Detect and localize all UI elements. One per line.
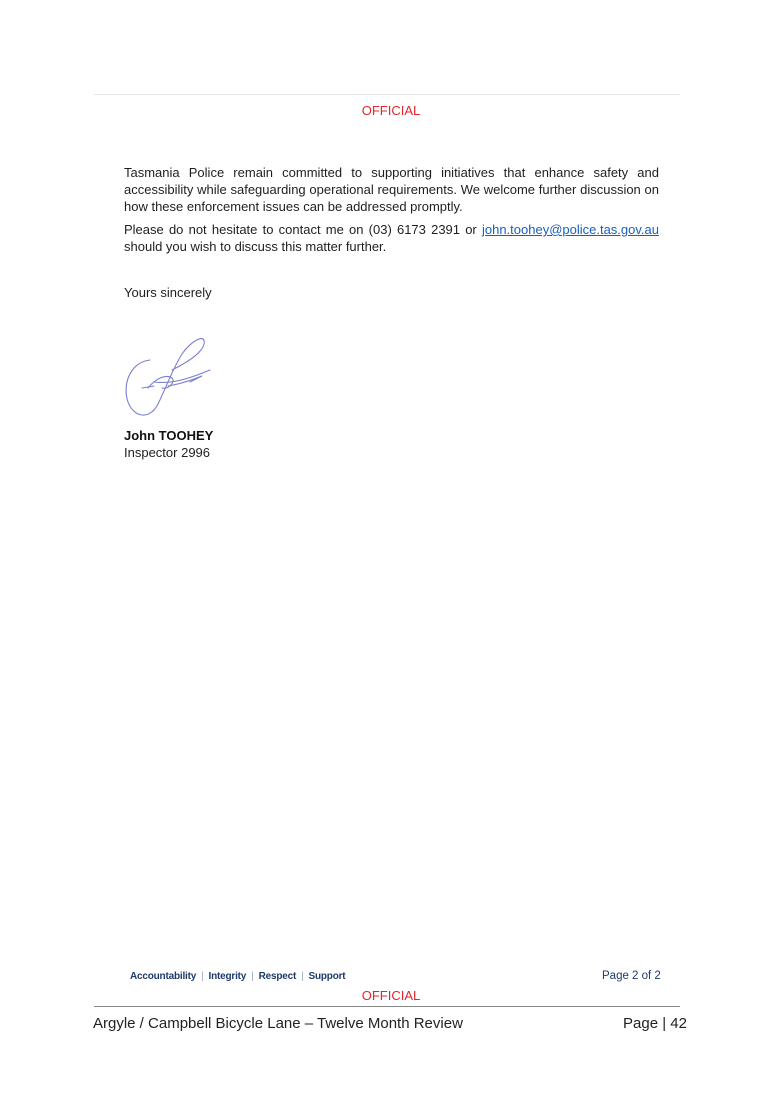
value-accountability: Accountability	[130, 971, 197, 982]
signatory-name: John TOOHEY	[124, 428, 214, 443]
document-footer-title: Argyle / Campbell Bicycle Lane – Twelve Month Review	[93, 1015, 463, 1032]
classification-footer: OFFICIAL	[361, 988, 421, 1003]
classification-header: OFFICIAL	[361, 103, 421, 118]
value-support: Support	[308, 971, 346, 982]
contact-prefix: Please do not hesitate to contact me on (03) 6173 2391 or	[124, 222, 482, 237]
footer-rule	[94, 1006, 680, 1007]
value-respect: Respect	[258, 971, 297, 982]
separator: |	[201, 971, 204, 982]
signature-image	[120, 330, 220, 422]
separator: |	[301, 971, 304, 982]
separator: |	[251, 971, 254, 982]
document-page-number: Page | 42	[623, 1015, 687, 1032]
signatory-title: Inspector 2996	[124, 445, 211, 460]
email-link[interactable]: john.toohey@police.tas.gov.au	[481, 222, 659, 237]
contact-suffix: should you wish to discuss this matter further.	[124, 239, 387, 254]
value-integrity: Integrity	[208, 971, 247, 982]
letter-page-indicator: Page 2 of 2	[602, 970, 661, 982]
values-strip	[130, 971, 345, 982]
contact-paragraph	[124, 221, 659, 255]
letter-paragraph: Tasmania Police remain committed to supporting initiatives that enhance safety and accessibility while safeguarding operational requirements. We welcome further discussion on how these enforcement issues can be addressed promptly.	[124, 165, 659, 214]
header-rule	[94, 94, 680, 95]
closing-salutation: Yours sincerely	[124, 285, 212, 300]
